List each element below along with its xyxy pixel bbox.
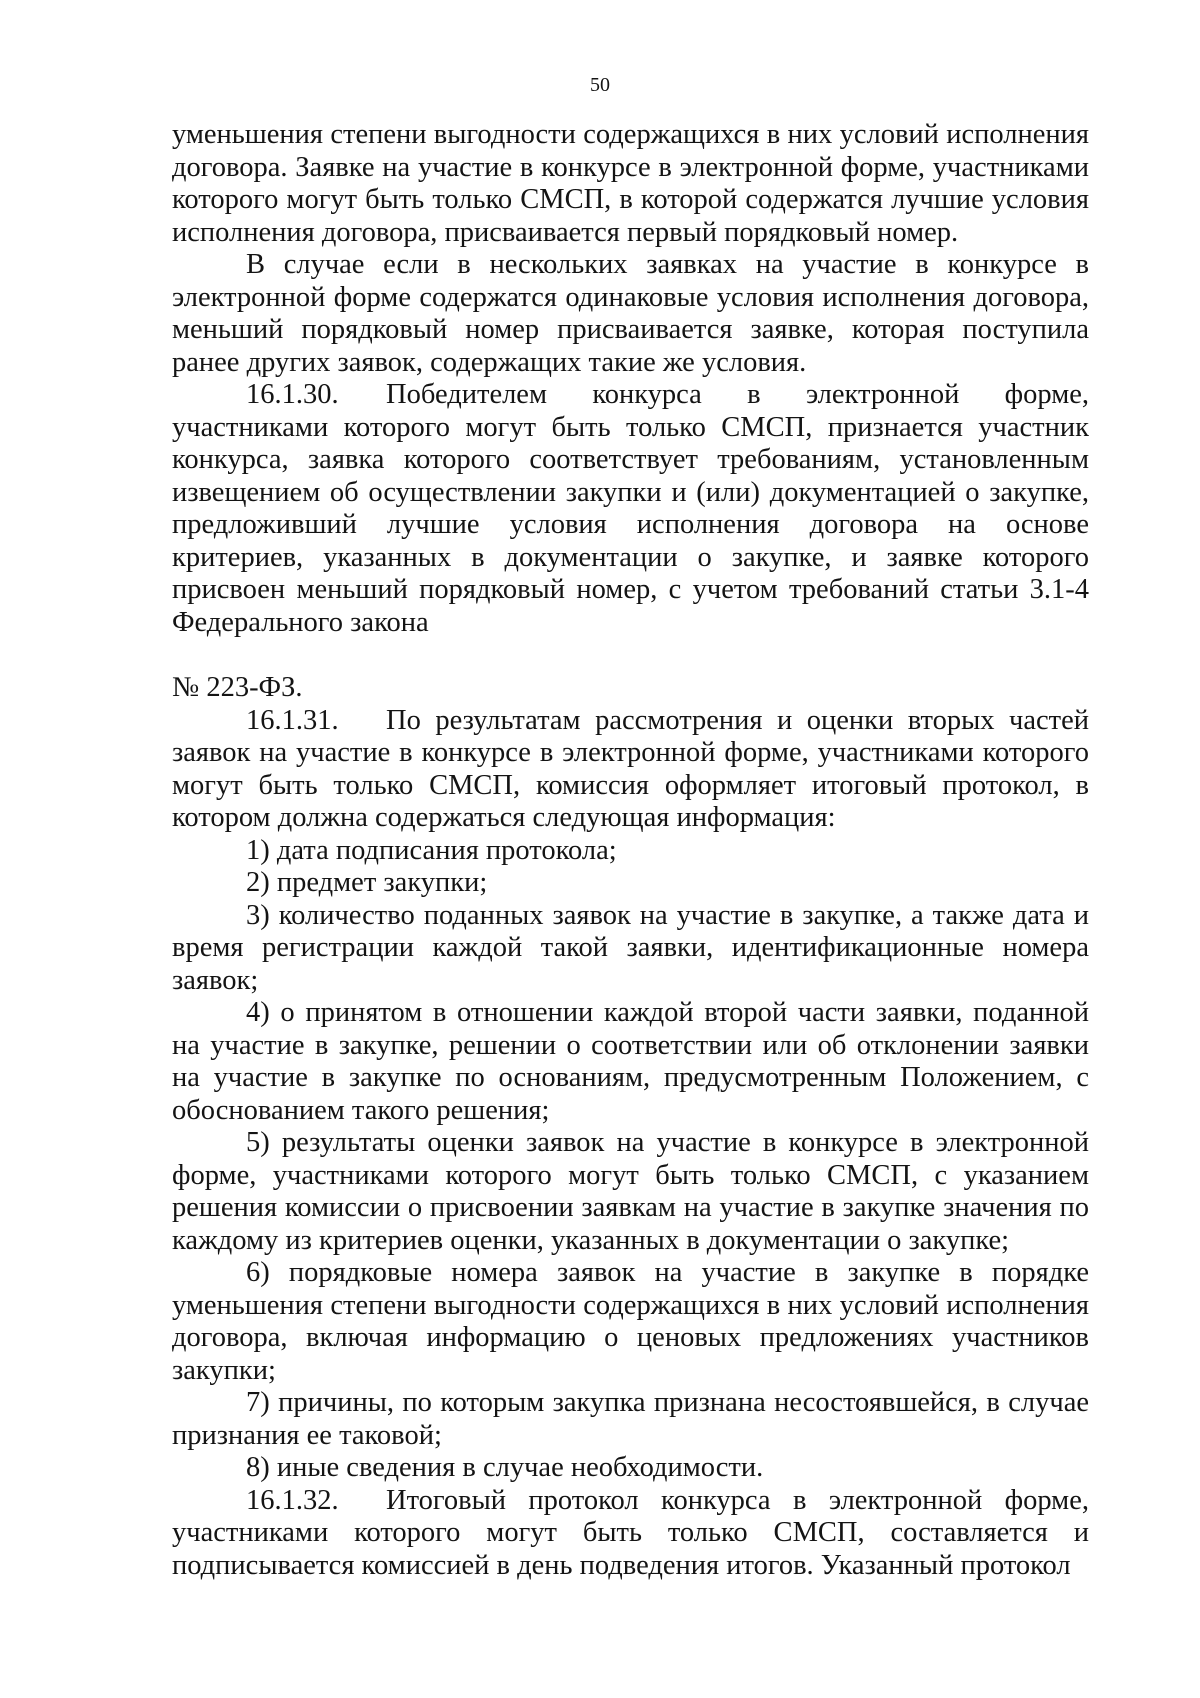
clause-number: 16.1.32. <box>246 1484 339 1516</box>
clause-16-1-32 <box>172 1485 1089 1583</box>
list-item: 7) причины, по которым закупка признана несостоявшейся, в случае признания ее таковой; <box>172 1387 1089 1451</box>
clause-16-1-31 <box>172 705 1089 835</box>
list-item: 5) результаты оценки заявок на участие в конкурсе в электронной форме, участниками которого могут быть только СМСП, с указанием решения комиссии о присвоении заявкам на участие в закупке значения по каждому из критериев оценки, указанных в документации о закупке; <box>172 1127 1089 1256</box>
list-item: 6) порядковые номера заявок на участие в закупке в порядке уменьшения степени выгодности содержащихся в них условий исполнения договора, включая информацию о ценовых предложениях участников закупки; <box>172 1257 1089 1386</box>
list-item: 8) иные сведения в случае необходимости. <box>246 1452 764 1483</box>
paragraph-equal-conditions: В случае если в нескольких заявках на участие в конкурсе в электронной форме содержатся одинаковые условия исполнения договора, меньший порядковый номер присваивается заявке, которая поступила ранее других заявок, содержащих такие же условия. <box>172 249 1089 378</box>
clause-16-1-30 <box>172 379 1089 639</box>
clause-text: По результатам рассмотрения и оценки вторых частей заявок на участие в конкурсе в электронной форме, участниками которого могут быть только СМСП, комиссия оформляет итоговый протокол, в котором должна содержаться следующая информация: <box>172 704 1089 833</box>
list-item: 1) дата подписания протокола; <box>246 834 617 866</box>
clause-number: 16.1.31. <box>246 704 339 736</box>
page-number: 50 <box>590 74 610 96</box>
page-content <box>172 119 1089 1582</box>
paragraph-continuation: уменьшения степени выгодности содержащихся в них условий исполнения договора. Заявке на участие в конкурсе в электронной форме, участниками которого могут быть только СМСП, в которой содержатся лучшие условия исполнения договора, присваивается первый порядковый номер. <box>172 119 1089 248</box>
clause-number: 16.1.30. <box>246 379 339 410</box>
clause-text: Итоговый протокол конкурса в электронной форме, участниками которого могут быть только СМСП, составляется и подписывается комиссией в день подведения итогов. Указанный протокол <box>172 1484 1089 1581</box>
clause-16-1-30-tail: № 223-ФЗ. <box>172 672 303 703</box>
list-item: 2) предмет закупки; <box>246 867 488 898</box>
list-item: 4) о принятом в отношении каждой второй части заявки, поданной на участие в закупке, решении о соответствии или об отклонении заявки на участие в закупке по основаниям, предусмотренным Положением, с обоснованием такого решения; <box>172 997 1089 1126</box>
clause-text: Победителем конкурса в электронной форме, участниками которого могут быть только СМСП, признается участник конкурса, заявка которого соответствует требованиям, установленным извещением об осуществлении закупки и (или) документацией о закупке, предложивший лучшие условия исполнения договора на основе критериев, указанных в документации о закупке, и заявке которого присвоен меньший порядковый номер, с учетом требований статьи 3.1-4 Федерального закона <box>172 379 1089 638</box>
list-item: 3) количество поданных заявок на участие в закупке, а также дата и время регистрации каждой такой заявки, идентификационные номера заявок; <box>172 899 1089 996</box>
